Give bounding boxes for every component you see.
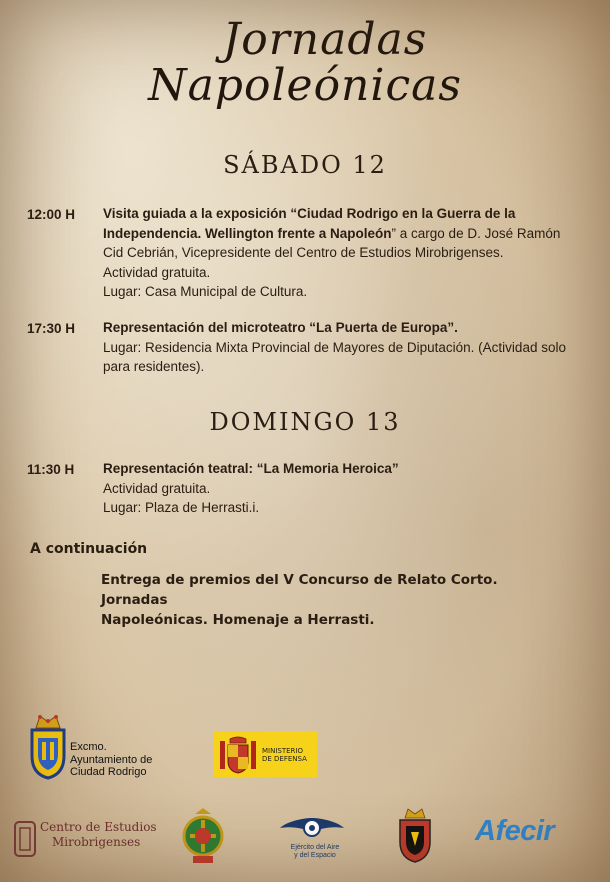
regiment-shield-icon [397, 806, 433, 864]
event-time: 12:00 H [27, 207, 76, 222]
event-time: 11:30 H [27, 462, 75, 477]
centro-estudios-emblem-icon [12, 820, 38, 858]
ministerio-line: MINISTERIO [262, 747, 303, 755]
event-text: Lugar: Plaza de Herrasti.i. [103, 500, 260, 515]
saturday-heading: SÁBADO 12 [223, 151, 387, 179]
continuation-text [101, 570, 541, 630]
sunday-heading: DOMINGO 13 [209, 408, 401, 436]
ayuntamiento-line: Ayuntamiento de [70, 753, 153, 766]
event-title-part: Independencia. Wellington frente a Napoleón [103, 225, 392, 241]
spain-coat-of-arms-icon [218, 735, 258, 775]
ministerio-label [262, 747, 307, 763]
event-text: Cid Cebrián, Vicepresidente del Centro de Estudios Mirobrigenses. [103, 245, 504, 260]
continuation-line: Entrega de premios del V Concurso de Relato Corto. Jornadas [101, 572, 498, 608]
event-text: para residentes). [103, 359, 205, 374]
ayuntamiento-line: Excmo. [70, 741, 107, 753]
event-description [103, 204, 593, 302]
title-line-2: Napoleónicas [148, 60, 462, 111]
ejercito-aire-line: y del Espacio [294, 852, 336, 859]
event-text: Actividad gratuita. [103, 264, 211, 280]
ministerio-line: DE DEFENSA [262, 755, 307, 763]
ayuntamiento-label [70, 741, 152, 779]
event-description [103, 318, 593, 377]
centro-estudios-line: Centro de Estudios [40, 820, 157, 834]
event-title-part: Representación teatral: “La Memoria Heroica” [103, 461, 399, 476]
title-line-1: Jornadas [222, 14, 428, 65]
military-unit-badge-icon [180, 808, 226, 866]
ejercito-aire-wings-icon [278, 812, 346, 844]
event-text: Lugar: Residencia Mixta Provincial de Mayores de Diputación. (Actividad solo [103, 339, 566, 355]
ejercito-aire-line: Ejército del Aire [290, 844, 340, 851]
ejercito-aire-label [280, 844, 350, 860]
continuation-line: Napoleónicas. Homenaje a Herrasti. [101, 612, 375, 628]
ayuntamiento-crest-icon [28, 712, 68, 780]
event-text: Lugar: Casa Municipal de Cultura. [103, 284, 308, 299]
event-description [103, 459, 593, 518]
event-text: ” a cargo de D. José Ramón [391, 225, 561, 241]
afecir-logo: Afecir [475, 815, 555, 847]
event-text: Actividad gratuita. [103, 480, 211, 496]
continuation-heading: A continuación [30, 541, 148, 557]
event-time: 17:30 H [27, 321, 76, 336]
centro-estudios-label [40, 820, 157, 850]
event-title-part: Visita guiada a la exposición “Ciudad Rodrigo en la Guerra de la [103, 206, 516, 221]
centro-estudios-line: Mirobrigenses [52, 835, 141, 849]
event-title-part: Representación del microteatro “La Puerta de Europa”. [103, 320, 458, 335]
ayuntamiento-line: Ciudad Rodrigo [70, 766, 147, 778]
